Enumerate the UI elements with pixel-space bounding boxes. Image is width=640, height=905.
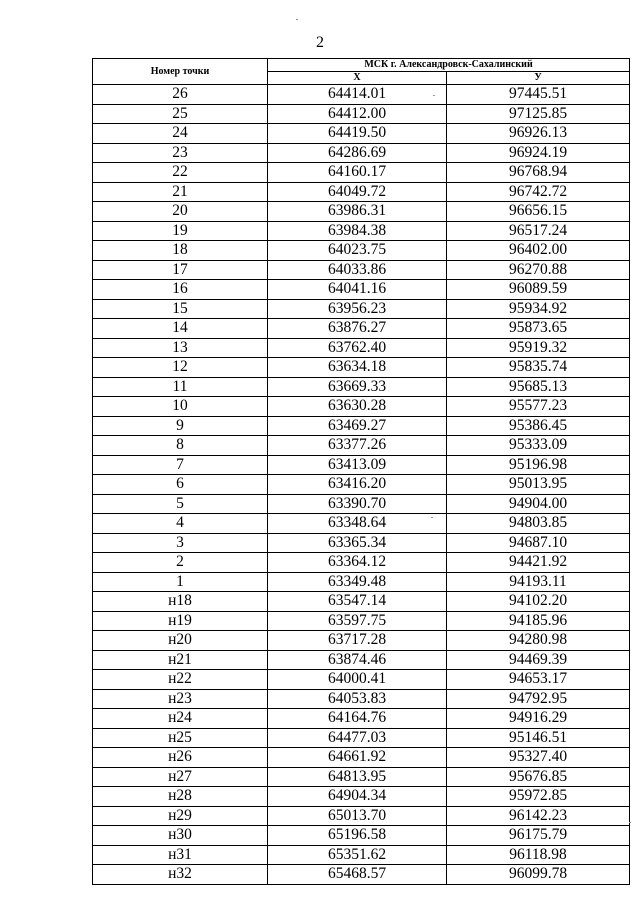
- cell-x: 64000.41: [268, 670, 447, 690]
- cell-point: н29: [93, 806, 268, 826]
- header-x: X: [268, 72, 447, 85]
- cell-x: 63416.20: [268, 475, 447, 495]
- cell-y: 95835.74: [447, 358, 630, 378]
- cell-x: 64661.92: [268, 748, 447, 768]
- table-row: [93, 689, 630, 709]
- table-row: [93, 845, 630, 865]
- cell-y: 96142.23: [447, 806, 630, 826]
- cell-x: 64904.34: [268, 787, 447, 807]
- cell-y: 95919.32: [447, 338, 630, 358]
- table-row: [93, 650, 630, 670]
- cell-point: н19: [93, 611, 268, 631]
- cell-y: 96118.98: [447, 845, 630, 865]
- cell-x: 63956.23: [268, 299, 447, 319]
- coordinates-table: [92, 58, 630, 885]
- cell-point: н30: [93, 826, 268, 846]
- cell-x: 63364.12: [268, 553, 447, 573]
- table-row: [93, 260, 630, 280]
- table-row: [93, 377, 630, 397]
- cell-point: 4: [93, 514, 268, 534]
- cell-x: 63413.09: [268, 455, 447, 475]
- table-row: [93, 767, 630, 787]
- header-point-number: Номер точки: [93, 59, 268, 85]
- cell-point: н21: [93, 650, 268, 670]
- page-number: 2: [316, 34, 324, 51]
- cell-y: 94904.00: [447, 494, 630, 514]
- cell-x: 64419.50: [268, 124, 447, 144]
- table-row: [93, 572, 630, 592]
- cell-x: 63630.28: [268, 397, 447, 417]
- table-row: [93, 787, 630, 807]
- cell-y: 97445.51: [447, 85, 630, 105]
- cell-point: н22: [93, 670, 268, 690]
- table-row: [93, 163, 630, 183]
- cell-x: 63669.33: [268, 377, 447, 397]
- cell-point: 9: [93, 416, 268, 436]
- cell-y: 96924.19: [447, 143, 630, 163]
- cell-y: 94687.10: [447, 533, 630, 553]
- table-row: [93, 455, 630, 475]
- cell-x: 64477.03: [268, 728, 447, 748]
- table-row: [93, 299, 630, 319]
- table-body: [93, 85, 630, 885]
- cell-point: 14: [93, 319, 268, 339]
- cell-x: 64414.01: [268, 85, 447, 105]
- cell-point: 6: [93, 475, 268, 495]
- cell-point: 12: [93, 358, 268, 378]
- cell-x: 63874.46: [268, 650, 447, 670]
- cell-y: 96270.88: [447, 260, 630, 280]
- cell-point: 22: [93, 163, 268, 183]
- scan-artifact: [431, 517, 433, 518]
- cell-x: 63377.26: [268, 436, 447, 456]
- scan-artifact: [433, 95, 435, 96]
- cell-point: 24: [93, 124, 268, 144]
- cell-y: 94792.95: [447, 689, 630, 709]
- cell-point: н32: [93, 865, 268, 885]
- cell-x: 63597.75: [268, 611, 447, 631]
- cell-x: 63984.38: [268, 221, 447, 241]
- table-row: [93, 319, 630, 339]
- scan-artifact: [629, 822, 631, 823]
- cell-point: 13: [93, 338, 268, 358]
- table-row: [93, 494, 630, 514]
- cell-x: 63390.70: [268, 494, 447, 514]
- cell-point: 25: [93, 104, 268, 124]
- cell-x: 63762.40: [268, 338, 447, 358]
- table-row: [93, 806, 630, 826]
- cell-point: 19: [93, 221, 268, 241]
- cell-point: 21: [93, 182, 268, 202]
- header-coordinate-system: МСК г. Александровск-Сахалинский: [268, 59, 630, 72]
- cell-y: 96926.13: [447, 124, 630, 144]
- cell-x: 64049.72: [268, 182, 447, 202]
- table-row: [93, 709, 630, 729]
- table-row: [93, 338, 630, 358]
- cell-x: 63634.18: [268, 358, 447, 378]
- cell-y: 96175.79: [447, 826, 630, 846]
- table-row: [93, 221, 630, 241]
- cell-y: 94102.20: [447, 592, 630, 612]
- cell-point: н20: [93, 631, 268, 651]
- cell-y: 96656.15: [447, 202, 630, 222]
- cell-x: 63348.64: [268, 514, 447, 534]
- table-row: [93, 670, 630, 690]
- cell-point: н27: [93, 767, 268, 787]
- cell-x: 63469.27: [268, 416, 447, 436]
- cell-y: 94421.92: [447, 553, 630, 573]
- cell-x: 64160.17: [268, 163, 447, 183]
- table-row: [93, 416, 630, 436]
- cell-x: 64286.69: [268, 143, 447, 163]
- cell-y: 96517.24: [447, 221, 630, 241]
- scan-artifact: [296, 19, 298, 20]
- cell-y: 94469.39: [447, 650, 630, 670]
- cell-y: 95333.09: [447, 436, 630, 456]
- cell-x: 64023.75: [268, 241, 447, 261]
- cell-y: 96089.59: [447, 280, 630, 300]
- cell-x: 65468.57: [268, 865, 447, 885]
- table-row: [93, 143, 630, 163]
- table-row: [93, 202, 630, 222]
- header-y: У: [447, 72, 630, 85]
- cell-y: 94185.96: [447, 611, 630, 631]
- table-row: [93, 241, 630, 261]
- table-row: [93, 865, 630, 885]
- table-row: [93, 514, 630, 534]
- table-row: [93, 182, 630, 202]
- cell-point: н24: [93, 709, 268, 729]
- cell-y: 95327.40: [447, 748, 630, 768]
- cell-x: 63349.48: [268, 572, 447, 592]
- cell-x: 63365.34: [268, 533, 447, 553]
- cell-point: 5: [93, 494, 268, 514]
- cell-x: 64033.86: [268, 260, 447, 280]
- cell-point: 15: [93, 299, 268, 319]
- cell-point: н28: [93, 787, 268, 807]
- table-row: [93, 104, 630, 124]
- cell-x: 63986.31: [268, 202, 447, 222]
- table-row: [93, 748, 630, 768]
- table-row: [93, 631, 630, 651]
- table-row: [93, 124, 630, 144]
- cell-y: 95013.95: [447, 475, 630, 495]
- table-row: [93, 728, 630, 748]
- cell-point: 18: [93, 241, 268, 261]
- cell-x: 65013.70: [268, 806, 447, 826]
- cell-x: 64164.76: [268, 709, 447, 729]
- cell-point: 16: [93, 280, 268, 300]
- table-row: [93, 553, 630, 573]
- cell-y: 94916.29: [447, 709, 630, 729]
- cell-y: 95196.98: [447, 455, 630, 475]
- cell-point: 11: [93, 377, 268, 397]
- cell-y: 96742.72: [447, 182, 630, 202]
- cell-y: 97125.85: [447, 104, 630, 124]
- cell-x: 64813.95: [268, 767, 447, 787]
- table-row: [93, 611, 630, 631]
- cell-point: 26: [93, 85, 268, 105]
- cell-y: 96402.00: [447, 241, 630, 261]
- cell-point: н23: [93, 689, 268, 709]
- cell-y: 94803.85: [447, 514, 630, 534]
- cell-point: 7: [93, 455, 268, 475]
- cell-x: 65196.58: [268, 826, 447, 846]
- cell-y: 94280.98: [447, 631, 630, 651]
- cell-point: 17: [93, 260, 268, 280]
- cell-point: 3: [93, 533, 268, 553]
- cell-y: 95146.51: [447, 728, 630, 748]
- table-row: [93, 826, 630, 846]
- cell-x: 65351.62: [268, 845, 447, 865]
- cell-point: н31: [93, 845, 268, 865]
- cell-y: 96768.94: [447, 163, 630, 183]
- table-row: [93, 85, 630, 105]
- cell-point: н26: [93, 748, 268, 768]
- cell-point: 8: [93, 436, 268, 456]
- cell-x: 64041.16: [268, 280, 447, 300]
- cell-y: 95577.23: [447, 397, 630, 417]
- cell-point: 10: [93, 397, 268, 417]
- table-row: [93, 475, 630, 495]
- table-row: [93, 358, 630, 378]
- cell-y: 95676.85: [447, 767, 630, 787]
- cell-y: 94653.17: [447, 670, 630, 690]
- cell-y: 95972.85: [447, 787, 630, 807]
- cell-y: 96099.78: [447, 865, 630, 885]
- cell-point: 2: [93, 553, 268, 573]
- cell-point: 23: [93, 143, 268, 163]
- table-row: [93, 397, 630, 417]
- table-row: [93, 592, 630, 612]
- cell-y: 95934.92: [447, 299, 630, 319]
- table-row: [93, 280, 630, 300]
- cell-x: 63717.28: [268, 631, 447, 651]
- cell-x: 63876.27: [268, 319, 447, 339]
- cell-x: 64053.83: [268, 689, 447, 709]
- cell-point: 1: [93, 572, 268, 592]
- cell-y: 95386.45: [447, 416, 630, 436]
- table-row: [93, 533, 630, 553]
- cell-y: 95873.65: [447, 319, 630, 339]
- cell-point: 20: [93, 202, 268, 222]
- cell-y: 95685.13: [447, 377, 630, 397]
- table-row: [93, 436, 630, 456]
- cell-x: 64412.00: [268, 104, 447, 124]
- cell-x: 63547.14: [268, 592, 447, 612]
- cell-point: н18: [93, 592, 268, 612]
- cell-point: н25: [93, 728, 268, 748]
- cell-y: 94193.11: [447, 572, 630, 592]
